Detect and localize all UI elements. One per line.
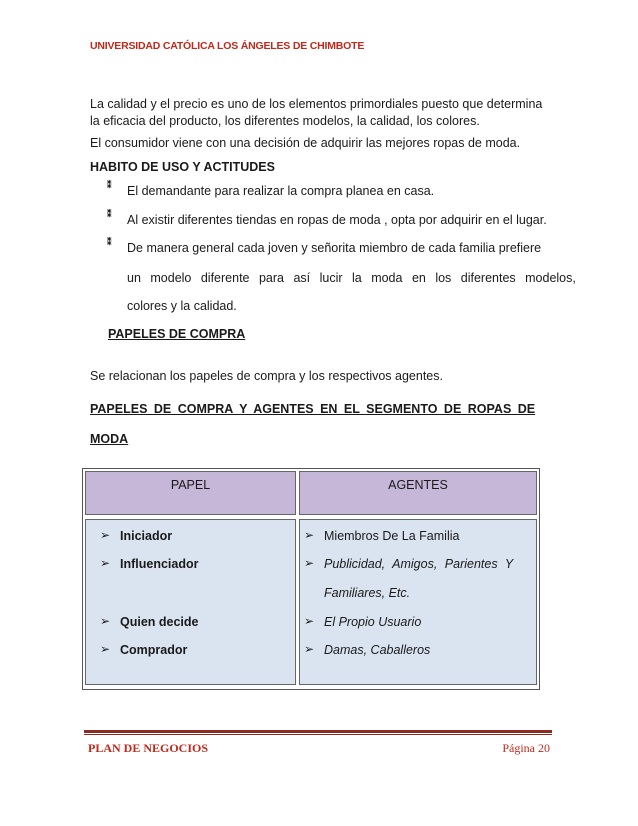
- arrow-bullet-icon: ➢: [304, 642, 315, 656]
- heading-papeles: PAPELES DE COMPRA: [108, 327, 246, 341]
- arrow-bullet-icon: ➢: [100, 556, 111, 570]
- footer-rule: [84, 730, 552, 733]
- arrow-bullet-icon: ➢: [304, 614, 315, 628]
- paragraph-quality: La calidad y el precio es uno de los elementos primordiales puesto que determina la eficacia del producto, los diferentes modelos, la calidad, los colores.: [90, 97, 543, 128]
- heading-habito: HABITO DE USO Y ACTITUDES: [90, 160, 275, 174]
- paragraph-consumer: El consumidor viene con una decisión de adquirir las mejores ropas de moda.: [90, 136, 521, 150]
- paragraph-intro: Se relacionan los papeles de compra y los respectivos agentes.: [90, 369, 443, 383]
- page-number: Página 20: [502, 741, 550, 755]
- list-item-text: Al existir diferentes tiendas en ropas de moda , opta por adquirir en el lugar.: [127, 213, 547, 227]
- column-header-papel: PAPEL: [85, 471, 296, 515]
- arrow-bullet-icon: ➢: [100, 642, 111, 656]
- list-item-continuation: un modelo diferente para así lucir la moda en los diferentes modelos,: [127, 271, 576, 285]
- running-header: UNIVERSIDAD CATÓLICA LOS ÁNGELES DE CHIMBOTE: [90, 40, 365, 52]
- table-header-row: [85, 471, 537, 515]
- column-header-agentes: AGENTES: [299, 471, 537, 515]
- table-cell-papel: ➢ Iniciador ➢ Influenciador ➢ Quien decide ➢ Comprador: [85, 519, 296, 685]
- asterism-icon: ⁑: [107, 237, 112, 247]
- table-cell-agentes: ➢ Miembros De La Familia ➢ Publicidad, Amigos, Parientes Y Familiares, Etc. ➢ El Propio Usuario ➢ Damas, Caballeros: [299, 519, 537, 685]
- roles-table: [82, 468, 540, 690]
- list-item-continuation: colores y la calidad.: [127, 299, 237, 313]
- footer-rule-thin: [84, 734, 552, 735]
- arrow-bullet-icon: ➢: [304, 528, 315, 542]
- asterism-icon: ⁑: [107, 180, 112, 190]
- arrow-bullet-icon: ➢: [100, 528, 111, 542]
- asterism-icon: ⁑: [107, 209, 112, 219]
- arrow-bullet-icon: ➢: [100, 614, 111, 628]
- section-title: PAPELES DE COMPRA Y AGENTES EN EL SEGMENTO DE ROPAS DE: [90, 402, 536, 416]
- section-title-cont: MODA: [90, 432, 129, 446]
- arrow-bullet-icon: ➢: [304, 556, 315, 570]
- list-item-text: El demandante para realizar la compra planea en casa.: [127, 184, 435, 198]
- footer-title: PLAN DE NEGOCIOS: [88, 741, 209, 755]
- list-item-text: De manera general cada joven y señorita miembro de cada familia prefiere: [127, 241, 542, 255]
